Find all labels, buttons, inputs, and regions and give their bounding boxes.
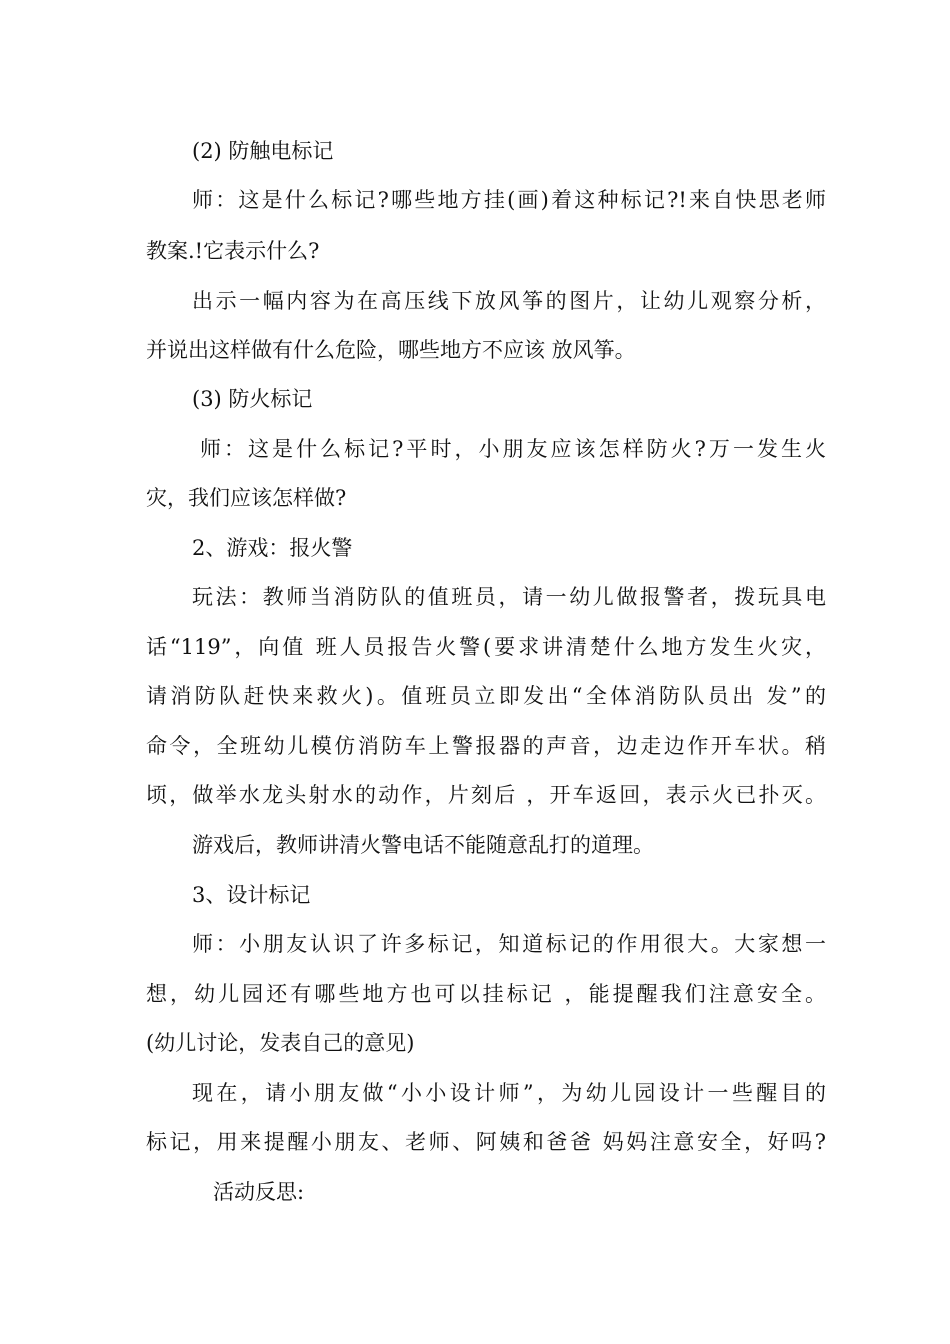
heading-fire-prevention-sign: (3) 防火标记 [192,387,313,411]
paragraph-line: 师：小朋友认识了许多标记，知道标记的作用很大。大家想一 [192,932,826,956]
paragraph-line: 请消防队赶快来救火)。值班员立即发出“全体消防队员出 发”的 [146,684,826,708]
paragraph-line: 现在，请小朋友做“小小设计师”，为幼儿园设计一些醒目的 [192,1081,826,1105]
heading-anti-electric-shock-sign: (2) 防触电标记 [192,139,334,163]
paragraph-line: 师：这是什么标记?平时，小朋友应该怎样防火?万一发生火 [200,437,826,461]
paragraph-line: 命令，全班幼儿模仿消防车上警报器的声音，边走边作开车状。稍 [146,734,826,758]
heading-design-sign: 3、设计标记 [192,883,311,907]
heading-game-fire-alarm: 2、游戏：报火警 [192,536,353,560]
paragraph-line: (幼儿讨论，发表自己的意见) [146,1031,415,1055]
paragraph-line: 想，幼儿园还有哪些地方也可以挂标记 ，能提醒我们注意安全。 [146,982,826,1006]
paragraph-line: 玩法：教师当消防队的值班员，请一幼儿做报警者，拨玩具电 [192,585,826,609]
paragraph-line: 灾，我们应该怎样做? [146,486,347,510]
paragraph-line: 游戏后，教师讲清火警电话不能随意乱打的道理。 [192,833,654,857]
paragraph-line: 师：这是什么标记?哪些地方挂(画)着这种标记?!来自快思老师 [192,188,826,212]
heading-activity-reflection: 活动反思: [213,1180,305,1204]
paragraph-line: 标记，用来提醒小朋友、老师、阿姨和爸爸 妈妈注意安全，好吗? [146,1130,826,1154]
paragraph-line: 话“119”，向值 班人员报告火警(要求讲清楚什么地方发生火灾， [146,635,826,659]
paragraph-line: 并说出这样做有什么危险，哪些地方不应该 放风筝。 [146,338,636,362]
paragraph-line: 教案.!它表示什么? [146,239,320,263]
paragraph-line: 出示一幅内容为在高压线下放风筝的图片，让幼儿观察分析， [192,289,826,313]
paragraph-line: 顷，做举水龙头射水的动作，片刻后 ，开车返回，表示火已扑灭。 [146,783,826,807]
